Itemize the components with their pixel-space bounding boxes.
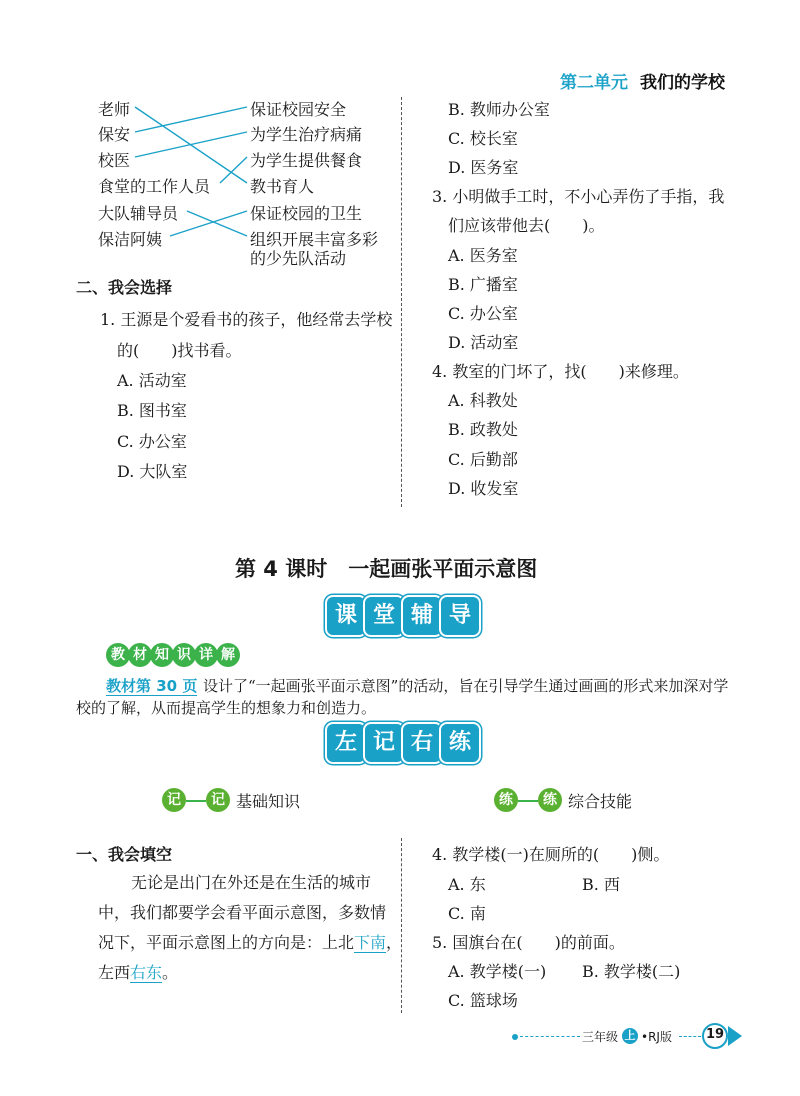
match-left-item: 保安: [98, 125, 131, 144]
option: A. 医务室: [448, 246, 518, 265]
tag-label: 基础知识: [236, 792, 301, 811]
match-line: [135, 132, 247, 157]
tag-char: 解: [216, 643, 240, 667]
match-line: [187, 211, 247, 236]
fill-text: 况下，平面示意图上的方向是：上北下南，: [98, 933, 403, 952]
banner-char: 课: [327, 597, 365, 635]
banner-char: 练: [441, 724, 479, 762]
question-text: 的( )找书看。: [117, 341, 242, 360]
question-text: 3. 小明做手工时，不小心弄伤了手指，我: [432, 187, 725, 206]
banner-char: 辅: [403, 597, 441, 635]
tag-label: 综合技能: [568, 792, 633, 811]
lesson-title: 第 4 课时 一起画张平面示意图: [235, 557, 538, 581]
option: B. 教师办公室: [448, 100, 550, 119]
option: C. 办公室: [448, 304, 518, 323]
tag-char: 识: [172, 643, 196, 667]
match-left-item: 校医: [98, 151, 131, 170]
matching-lines: [0, 0, 800, 300]
tag-char: 教: [106, 643, 130, 667]
question-text: 们应该带他去( )。: [448, 216, 605, 235]
section-heading: 一、我会填空: [76, 845, 173, 864]
option: B. 图书室: [117, 401, 187, 420]
fill-answer: 下南: [354, 933, 387, 952]
banner-char: 右: [403, 724, 441, 762]
column-divider-bottom: [401, 838, 402, 1013]
option: A. 教学楼(一): [448, 962, 547, 981]
option: C. 校长室: [448, 129, 518, 148]
textbook-ref: [106, 675, 197, 696]
match-right-item: 保证校园安全: [250, 100, 347, 119]
option: D. 活动室: [448, 333, 519, 352]
banner-char: 左: [327, 724, 365, 762]
footer-dash: [679, 1036, 701, 1037]
option: B. 广播室: [448, 275, 518, 294]
footer-dot: [512, 1034, 518, 1040]
option: B. 政教处: [448, 420, 518, 439]
option: D. 大队室: [117, 462, 188, 481]
textbook-page-link: 教材第 30 页: [106, 677, 198, 695]
option: D. 收发室: [448, 479, 519, 498]
option: B. 西: [582, 875, 620, 894]
match-left-item: 大队辅导员: [98, 204, 179, 223]
fill-answer: 右东: [130, 963, 163, 982]
textbook-text: 设计了“一起画张平面示意图”的活动，旨在引导学生通过画画的形式来加深对学: [203, 677, 729, 695]
match-left-item: 老师: [98, 100, 131, 119]
match-left-item: 保洁阿姨: [98, 230, 163, 249]
unit-title: 我们的学校: [640, 73, 725, 93]
section-heading: 二、我会选择: [76, 278, 173, 297]
match-line: [135, 107, 247, 132]
match-right-item: 保证校园的卫生: [250, 204, 363, 223]
footer-term-badge: 上: [622, 1028, 638, 1044]
option: C. 办公室: [117, 432, 187, 451]
option: B. 教学楼(二): [582, 962, 681, 981]
option: A. 东: [448, 875, 486, 894]
question-text: 4. 教室的门坏了，找( )来修理。: [432, 362, 689, 381]
question-text: 1. 王源是个爱看书的孩子，他经常去学校: [100, 310, 393, 329]
footer-grade: 三年级: [582, 1030, 619, 1044]
match-right-item: 教书育人: [250, 177, 315, 196]
match-left-item: 食堂的工作人员: [98, 177, 211, 196]
match-right-item: 为学生提供餐食: [250, 151, 363, 170]
page-number: 19: [705, 1027, 725, 1042]
tag-connector: [186, 800, 206, 802]
banner-char: 记: [365, 724, 403, 762]
unit-label: 第二单元: [560, 73, 628, 93]
option: C. 篮球场: [448, 991, 518, 1010]
question-text: 5. 国旗台在( )的前面。: [432, 933, 625, 952]
fill-text: 左西右东。: [98, 963, 179, 982]
footer-edition: •RJ版: [641, 1030, 672, 1044]
tag-char: 练: [538, 788, 562, 812]
option: D. 医务室: [448, 158, 519, 177]
option: A. 活动室: [117, 371, 187, 390]
match-right-item: 的少先队活动: [250, 249, 347, 268]
option: A. 科教处: [448, 391, 518, 410]
banner-char: 堂: [365, 597, 403, 635]
tag-char: 记: [206, 788, 230, 812]
match-line: [220, 157, 247, 183]
option: C. 南: [448, 904, 486, 923]
tag-char: 记: [162, 788, 186, 812]
tag-char: 详: [194, 643, 218, 667]
match-line: [170, 211, 247, 236]
textbook-text: 校的了解，从而提高学生的想象力和创造力。: [76, 699, 377, 717]
tag-char: 知: [150, 643, 174, 667]
banner-char: 导: [441, 597, 479, 635]
fill-text: 无论是出门在外还是在生活的城市: [131, 873, 372, 892]
fill-text: 中，我们都要学会看平面示意图，多数情: [98, 903, 387, 922]
tag-char: 练: [494, 788, 518, 812]
question-text: 4. 教学楼(一)在厕所的( )侧。: [432, 845, 670, 864]
footer-dash: [520, 1036, 580, 1037]
tag-connector: [518, 800, 538, 802]
match-right-item: 组织开展丰富多彩: [250, 230, 379, 249]
tag-char: 材: [128, 643, 152, 667]
option: C. 后勤部: [448, 450, 518, 469]
match-right-item: 为学生治疗病痛: [250, 125, 363, 144]
